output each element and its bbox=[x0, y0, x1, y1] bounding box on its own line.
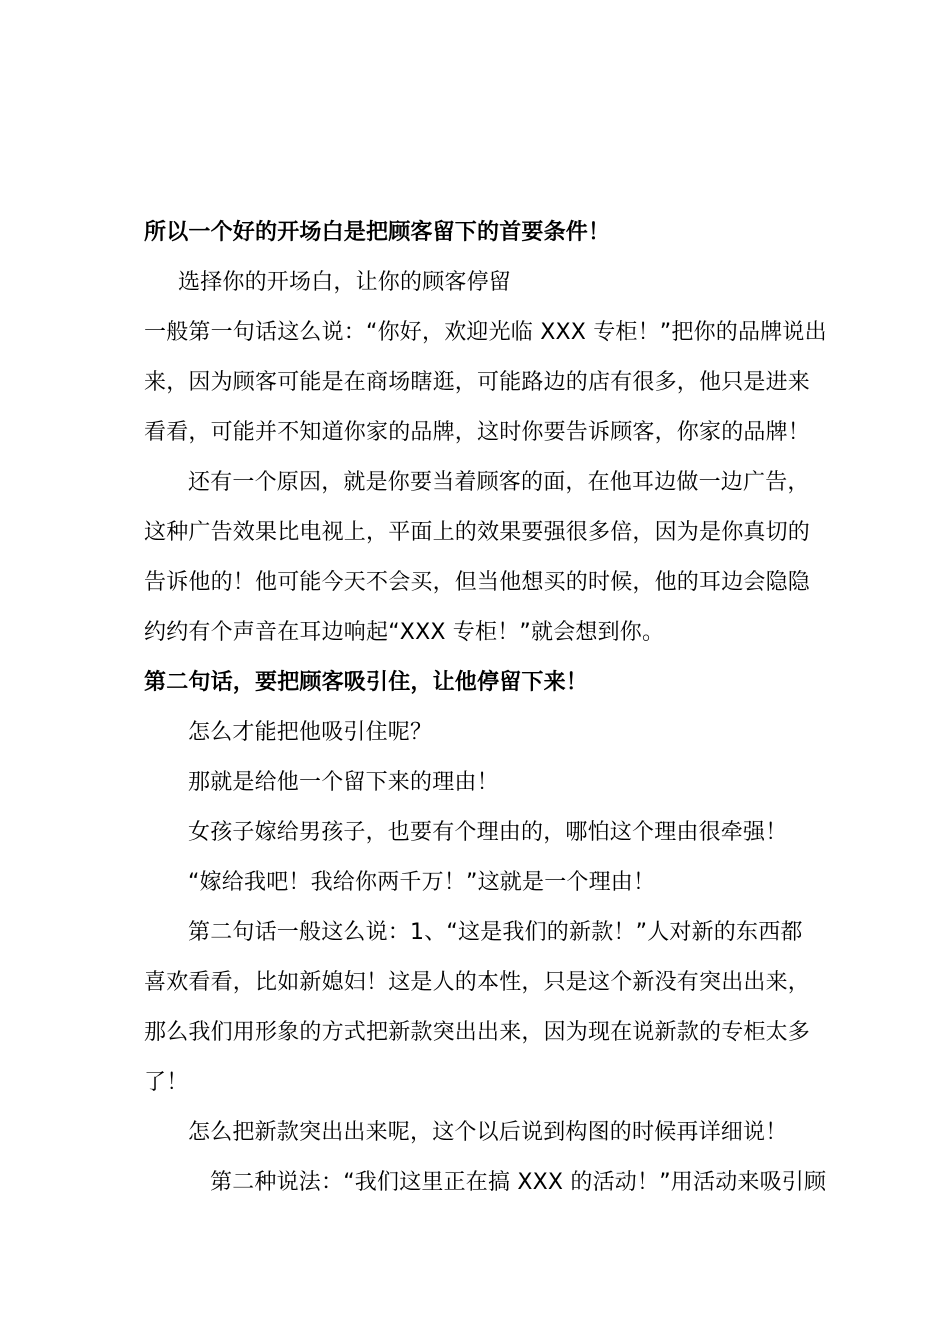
paragraph-line: 选择你的开场白，让你的顾客停留 bbox=[178, 270, 512, 295]
paragraph-line: 女孩子嫁给男孩子，也要有个理由的，哪怕这个理由很牵强！ bbox=[188, 820, 788, 845]
paragraph-line: 第二种说法：“我们这里正在搞 XXX 的活动！”用活动来吸引顾 bbox=[210, 1170, 827, 1195]
paragraph-line: 还有一个原因，就是你要当着顾客的面，在他耳边做一边广告， bbox=[188, 470, 810, 495]
heading-opening-line: 所以一个好的开场白是把顾客留下的首要条件！ bbox=[144, 220, 611, 245]
paragraph-line: 了！ bbox=[144, 1070, 189, 1095]
paragraph-line: “嫁给我吧！我给你两千万！”这就是一个理由！ bbox=[188, 870, 656, 895]
paragraph-line: 怎么才能把他吸引住呢？ bbox=[188, 720, 433, 745]
paragraph-line: 第二句话一般这么说：1、“这是我们的新款！”人对新的东西都 bbox=[188, 920, 803, 945]
paragraph-line: 喜欢看看，比如新媳妇！这是人的本性，只是这个新没有突出出来， bbox=[144, 970, 811, 995]
paragraph-line: 来，因为顾客可能是在商场瞎逛，可能路边的店有很多，他只是进来 bbox=[144, 370, 811, 395]
paragraph-line: 告诉他的！他可能今天不会买，但当他想买的时候，他的耳边会隐隐 bbox=[144, 570, 811, 595]
paragraph-line: 那就是给他一个留下来的理由！ bbox=[188, 770, 499, 795]
paragraph-line: 怎么把新款突出出来呢，这个以后说到构图的时候再详细说！ bbox=[188, 1120, 788, 1145]
paragraph-line: 那么我们用形象的方式把新款突出出来，因为现在说新款的专柜太多 bbox=[144, 1020, 811, 1045]
heading-second-line: 第二句话，要把顾客吸引住，让他停留下来！ bbox=[144, 670, 589, 695]
paragraph-line: 这种广告效果比电视上，平面上的效果要强很多倍，因为是你真切的 bbox=[144, 520, 811, 545]
paragraph-line: 约约有个声音在耳边响起“XXX 专柜！”就会想到你。 bbox=[144, 620, 665, 645]
paragraph-line: 看看，可能并不知道你家的品牌，这时你要告诉顾客，你家的品牌！ bbox=[144, 420, 811, 445]
paragraph-line: 一般第一句话这么说：“你好，欢迎光临 XXX 专柜！”把你的品牌说出 bbox=[144, 320, 827, 345]
